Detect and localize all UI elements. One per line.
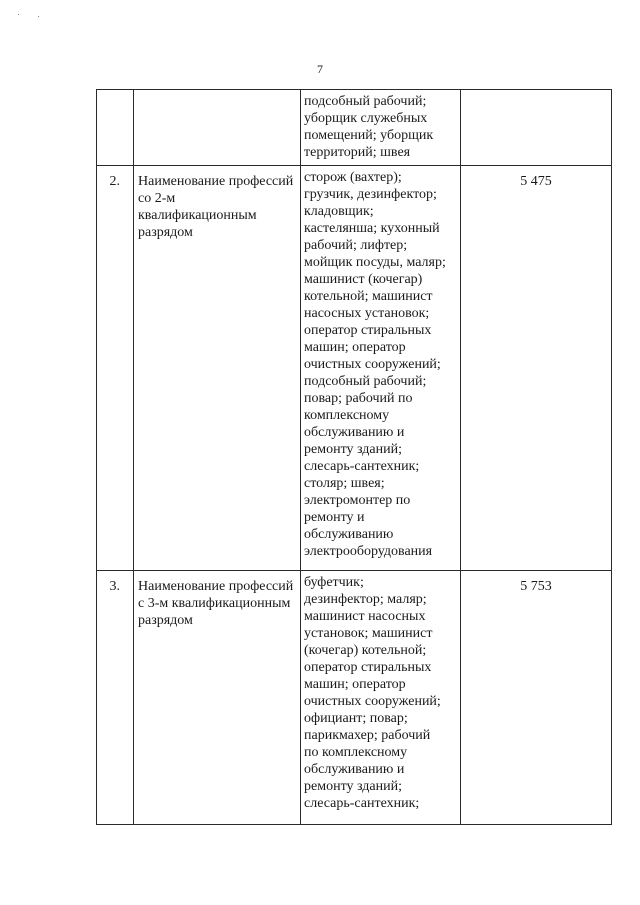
salary-value [461, 90, 612, 166]
professions-text: подсобный рабочий; уборщик служебных помещений; уборщик территорий; швея [304, 94, 434, 160]
page-number: 7 [317, 62, 323, 76]
table-row [97, 571, 612, 825]
professions-text: сторож (вахтер); грузчик, дезинфектор; кладовщик; кастелянша; кухонный рабочий; лифтер; мойщик посуды, маляр; машинист (кочегар) котельной; машинист насосных установок; оператор стиральных машин; оператор очистных сооружений; подсобный рабочий; повар; рабочий по комплексному обслуживанию и ремонту зданий; слесарь-сантехник; столяр; швея; электромонтер по ремонту и обслуживанию электрооборудования [304, 170, 446, 559]
qualification-group-name: Наименование профессий с 3-м квалификационным разрядом [134, 571, 301, 825]
professions-list [301, 166, 461, 571]
professions-text: буфетчик; дезинфектор; маляр; машинист насосных установок; машинист (кочегар) котельной; оператор стиральных машин; оператор очистных сооружений; официант; повар; парикмахер; рабочий по комплексному обслуживанию и ремонту зданий; слесарь-сантехник; [304, 575, 441, 811]
table-row [97, 90, 612, 166]
table-row [97, 166, 612, 571]
row-number: 3. [97, 571, 134, 825]
professions-list [301, 90, 461, 166]
row-number: 2. [97, 166, 134, 571]
salary-value: 5 753 [461, 571, 612, 825]
salary-value: 5 475 [461, 166, 612, 571]
row-number [97, 90, 134, 166]
scan-artifact [18, 12, 48, 18]
qualification-group-name: Наименование профессий со 2-м квалификационным разрядом [134, 166, 301, 571]
professions-list [301, 571, 461, 825]
qualification-group-name [134, 90, 301, 166]
professions-salary-table [96, 89, 612, 825]
